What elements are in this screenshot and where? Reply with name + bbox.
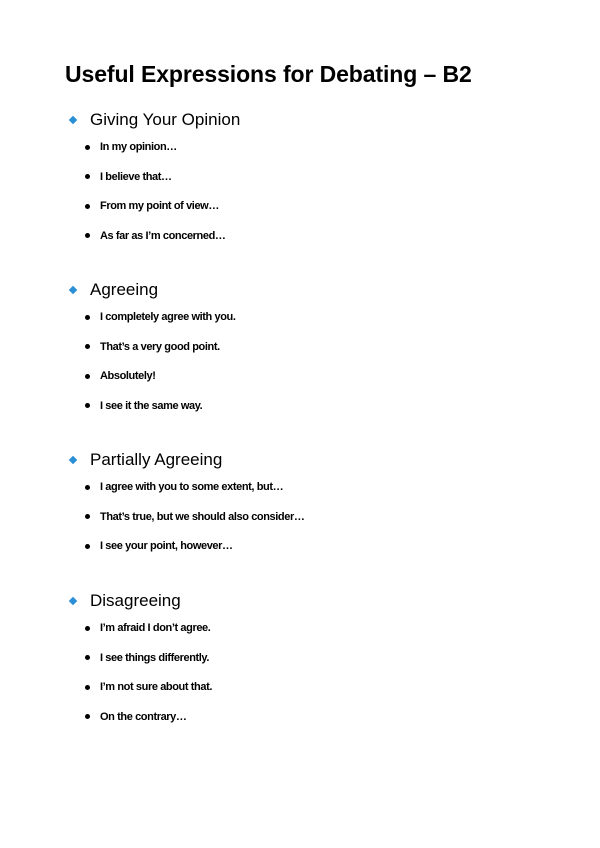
bullet-dot-icon — [85, 403, 90, 408]
section-heading: Partially Agreeing — [90, 450, 223, 469]
bullet-dot-icon — [85, 485, 90, 490]
diamond-bullet-icon — [69, 456, 77, 464]
diamond-bullet-icon — [69, 116, 77, 124]
section-header — [68, 279, 568, 303]
list-item — [68, 477, 568, 507]
expression-text: That’s a very good point. — [100, 340, 220, 353]
list-item — [68, 618, 568, 648]
list-item — [68, 196, 568, 226]
list-item — [68, 536, 568, 566]
expression-text: I believe that… — [100, 170, 172, 183]
section-header — [68, 590, 568, 614]
bullet-dot-icon — [85, 544, 90, 549]
expression-text: Absolutely! — [100, 370, 156, 382]
expression-text: On the contrary… — [100, 710, 187, 723]
list-item — [68, 396, 568, 426]
section-header — [68, 449, 568, 473]
list-item — [68, 337, 568, 367]
list-item — [68, 707, 568, 737]
bullet-dot-icon — [85, 344, 90, 349]
section-partially-agreeing — [68, 449, 568, 566]
expression-text: In my opinion… — [100, 141, 177, 153]
bullet-dot-icon — [85, 655, 90, 660]
list-item — [68, 648, 568, 678]
expression-text: I completely agree with you. — [100, 311, 236, 323]
expression-text: I’m not sure about that. — [100, 681, 213, 693]
list-item — [68, 226, 568, 256]
section-heading: Agreeing — [90, 280, 159, 299]
list-item — [68, 677, 568, 707]
expression-text: I agree with you to some extent, but… — [100, 481, 284, 493]
expression-text: I see your point, however… — [100, 540, 233, 552]
expression-text: That’s true, but we should also consider… — [100, 510, 305, 523]
section-heading: Disagreeing — [90, 591, 181, 610]
expression-text: I see it the same way. — [100, 399, 203, 412]
diamond-bullet-icon — [69, 286, 77, 294]
section-header — [68, 109, 568, 133]
section-heading: Giving Your Opinion — [90, 110, 241, 129]
section-giving-your-opinion — [68, 109, 568, 255]
list-item — [68, 167, 568, 197]
diamond-bullet-icon — [69, 597, 77, 605]
expression-text: I see things differently. — [100, 651, 209, 664]
bullet-dot-icon — [85, 626, 90, 631]
bullet-dot-icon — [85, 204, 90, 209]
expression-list — [68, 137, 568, 255]
bullet-dot-icon — [85, 174, 90, 179]
bullet-dot-icon — [85, 145, 90, 150]
expression-list — [68, 307, 568, 425]
expression-text: As far as I’m concerned… — [100, 229, 226, 242]
bullet-dot-icon — [85, 374, 90, 379]
bullet-dot-icon — [85, 233, 90, 238]
list-item — [68, 137, 568, 167]
bullet-dot-icon — [85, 685, 90, 690]
list-item — [68, 366, 568, 396]
section-disagreeing — [68, 590, 568, 736]
bullet-dot-icon — [85, 514, 90, 519]
expression-list — [68, 477, 568, 566]
list-item — [68, 307, 568, 337]
list-item — [68, 507, 568, 537]
expression-text: From my point of view… — [100, 200, 219, 212]
bullet-dot-icon — [85, 714, 90, 719]
document-title: Useful Expressions for Debating – B2 — [65, 61, 472, 87]
section-agreeing — [68, 279, 568, 425]
bullet-dot-icon — [85, 315, 90, 320]
expression-list — [68, 618, 568, 736]
expression-text: I’m afraid I don’t agree. — [100, 622, 211, 634]
